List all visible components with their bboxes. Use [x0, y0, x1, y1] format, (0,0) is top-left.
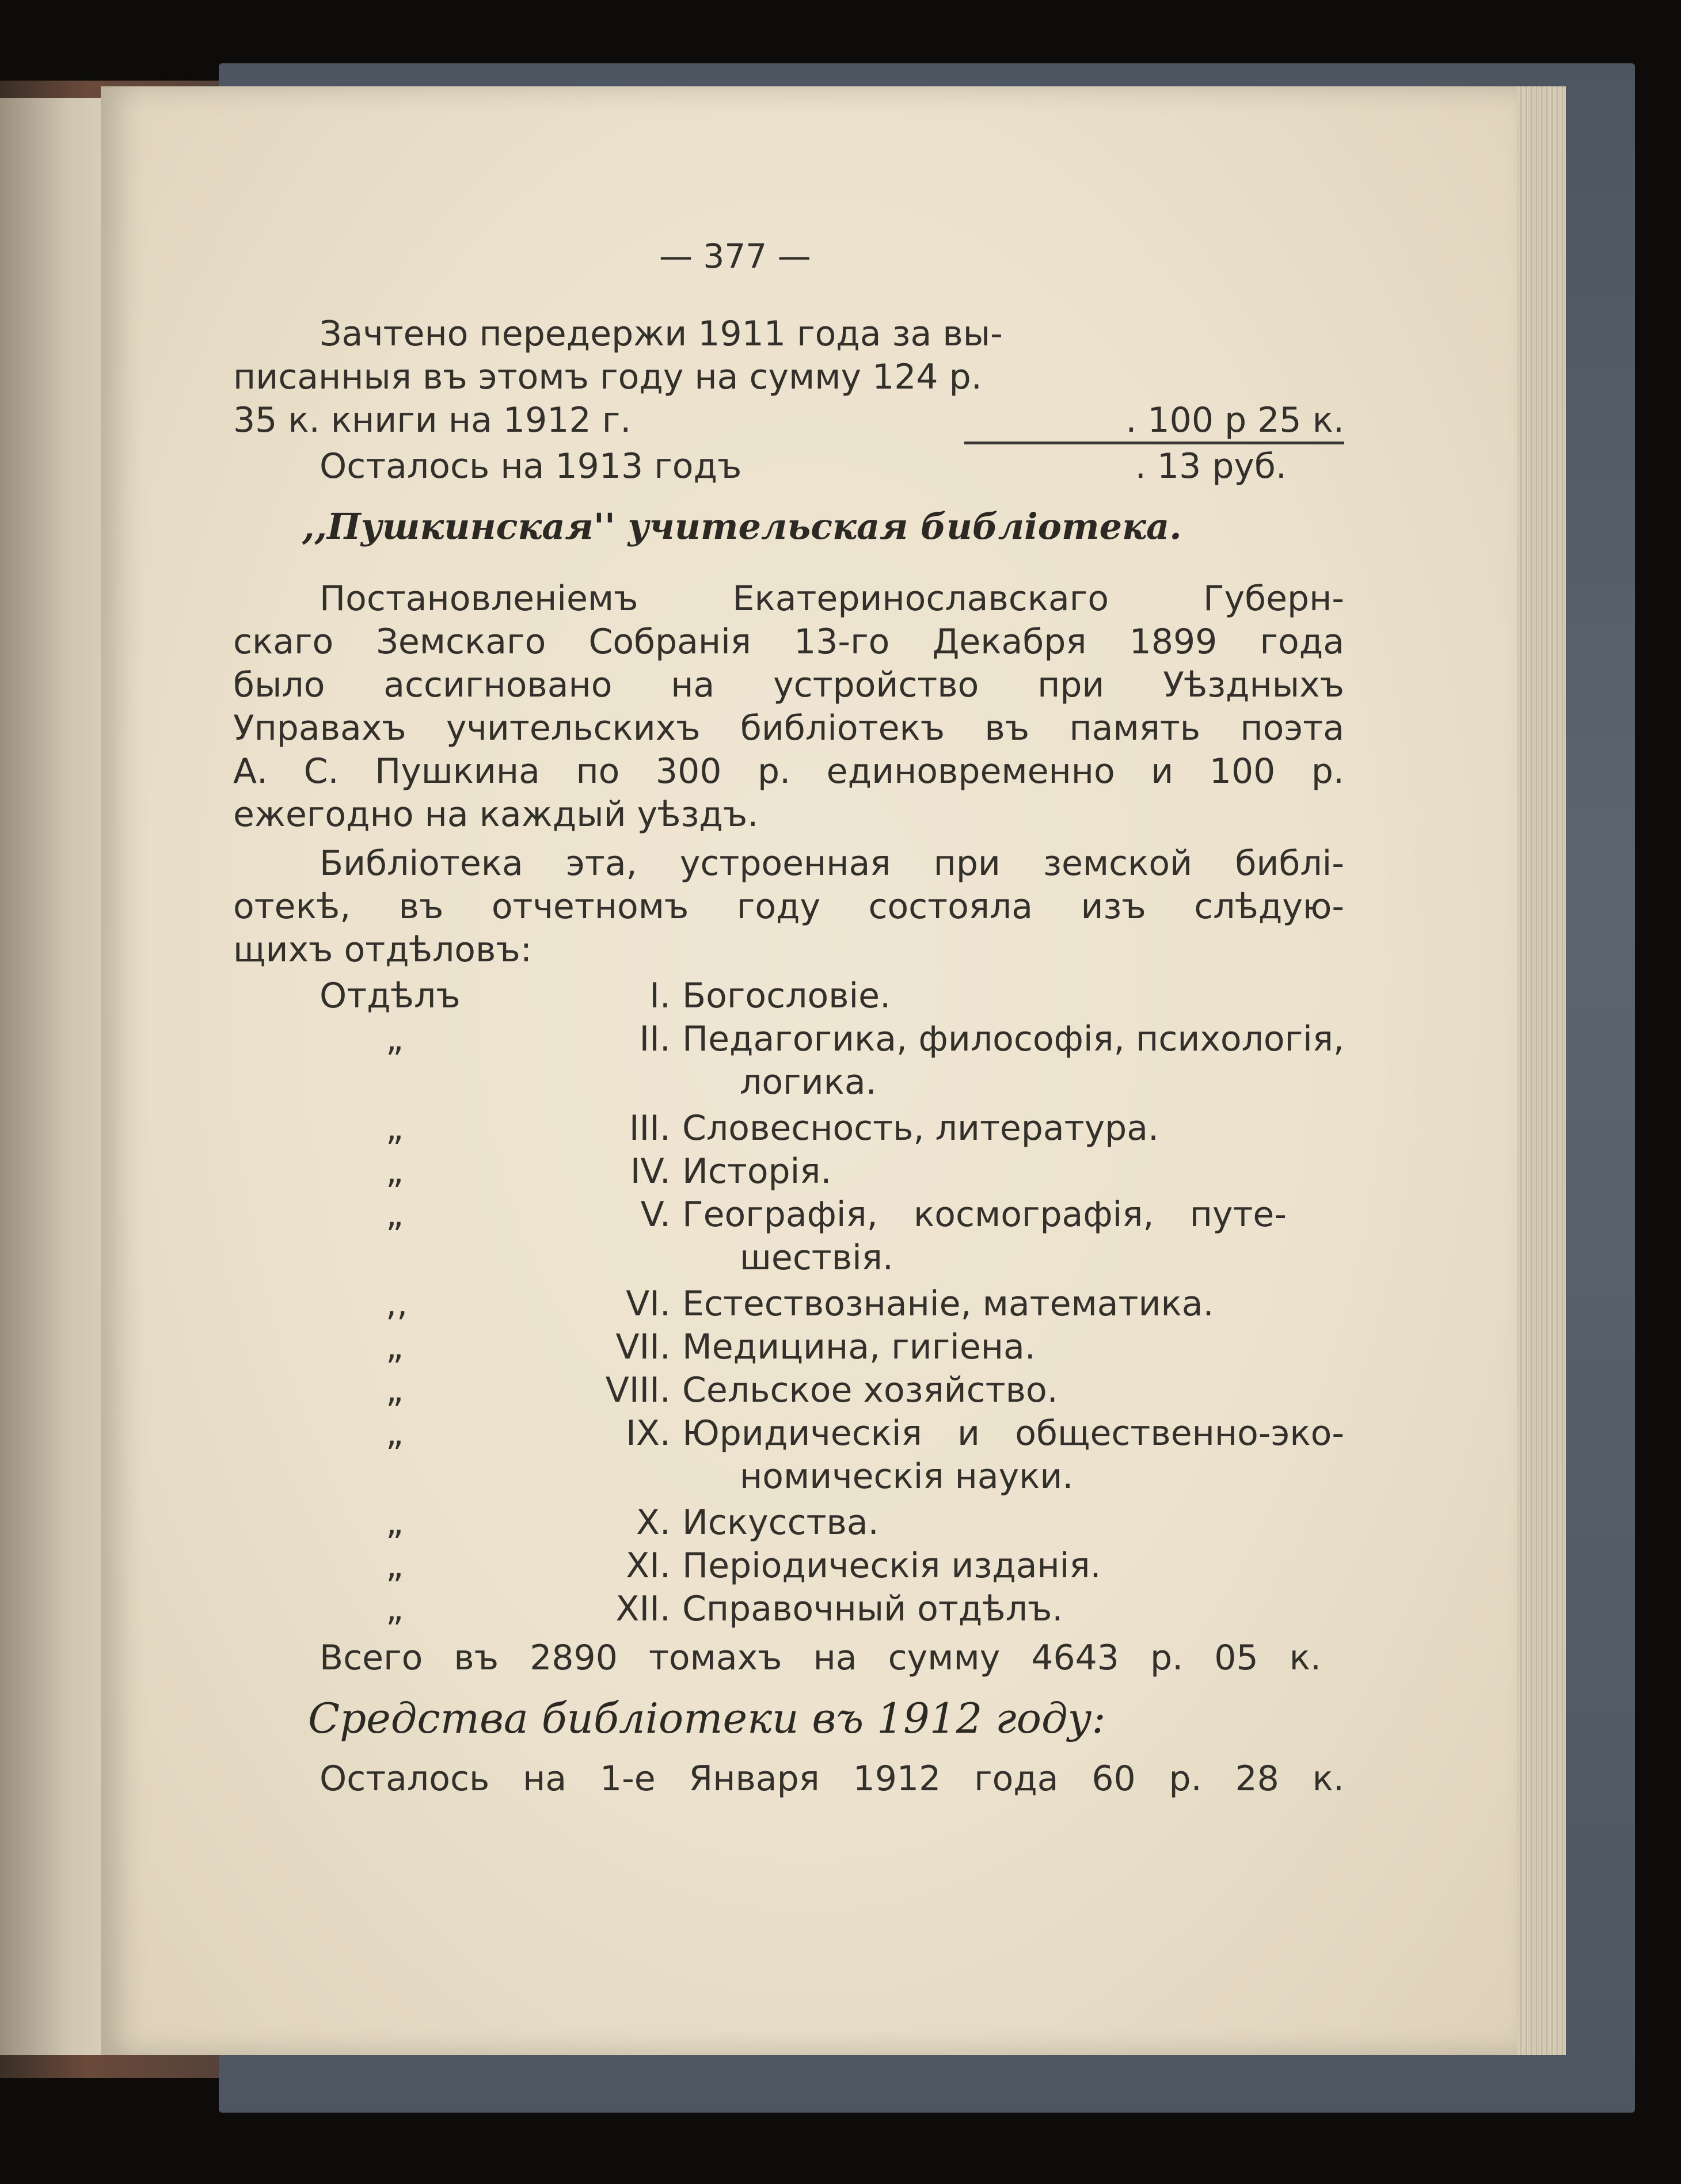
section-number: IV. [630, 1151, 671, 1192]
heading-pushkin-library: ,,Пушкинская'' учительская библіотека. [302, 505, 1182, 547]
section-prefix: „ [386, 1370, 404, 1410]
section-prefix: „ [386, 1589, 404, 1629]
section-number: IX. [626, 1413, 671, 1454]
section-prefix: „ [386, 1327, 404, 1367]
section-title: Періодическія изданія. [682, 1546, 1101, 1586]
intro-line-3-amount: . 100 р 25 к. [1125, 400, 1344, 440]
section-prefix: „ [386, 1546, 404, 1586]
book-page [101, 86, 1517, 2055]
section-title: Педагогика, философія, психологія, [682, 1019, 1344, 1059]
intro-line-2: писанныя въ этомъ году на сумму 124 р. [233, 357, 982, 397]
section-number: I. [649, 976, 671, 1016]
section-title: Искусства. [682, 1502, 879, 1543]
section-prefix: ,, [386, 1284, 408, 1324]
last-line: Осталось на 1-е Января 1912 года 60 р. 28 к. [320, 1759, 1344, 1799]
section-number: VI. [626, 1284, 671, 1324]
page-number: — 377 — [659, 237, 811, 276]
para1-line: скаго Земскаго Собранія 13-го Декабря 1899 года [233, 622, 1344, 662]
section-prefix: „ [386, 1194, 404, 1235]
section-number: VIII. [605, 1370, 671, 1410]
section-title: Юридическія и общественно-эко- [682, 1413, 1344, 1454]
section-number: VII. [615, 1327, 671, 1367]
section-title-continued: логика. [740, 1062, 877, 1102]
para1-line: Управахъ учительскихъ библіотекъ въ память поэта [233, 708, 1344, 748]
total-line: Всего въ 2890 томахъ на сумму 4643 р. 05 к. [320, 1638, 1321, 1678]
para2-line: отекѣ, въ отчетномъ году состояла изъ слѣдую- [233, 886, 1344, 927]
section-prefix: „ [386, 1019, 404, 1059]
section-number: X. [636, 1502, 671, 1543]
section-title: Богословіе. [682, 976, 891, 1016]
section-number: II. [639, 1019, 671, 1059]
section-title-continued: шествія. [740, 1238, 893, 1278]
heading-library-funds: Средства библіотеки въ 1912 году: [308, 1694, 1106, 1742]
intro-line-4-left: Осталось на 1913 годъ [320, 446, 742, 486]
section-prefix: „ [386, 1151, 404, 1192]
para1-line: было ассигновано на устройство при Уѣздныхъ [233, 665, 1344, 705]
section-title: Сельское хозяйство. [682, 1370, 1058, 1410]
section-prefix: „ [386, 1502, 404, 1543]
section-title: Справочный отдѣлъ. [682, 1589, 1063, 1629]
section-prefix: „ [386, 1413, 404, 1454]
previous-page-edge [0, 98, 115, 2055]
section-title: Исторія. [682, 1151, 832, 1192]
section-title: Естествознаніе, математика. [682, 1284, 1214, 1324]
section-prefix: Отдѣлъ [320, 976, 461, 1016]
section-number: XII. [615, 1589, 671, 1629]
intro-line-4-amount: . 13 руб. [1135, 446, 1287, 486]
section-number: III. [629, 1108, 671, 1148]
section-title-continued: номическія науки. [740, 1456, 1074, 1497]
para2-line: щихъ отдѣловъ: [233, 930, 532, 970]
intro-line-3-left: 35 к. книги на 1912 г. [233, 400, 632, 440]
section-prefix: „ [386, 1108, 404, 1148]
para1-line: ежегодно на каждый уѣздъ. [233, 794, 759, 835]
section-number: XI. [626, 1546, 671, 1586]
para1-line: Постановленіемъ Екатеринославскаго Губерн- [320, 579, 1344, 619]
para1-line: А. С. Пушкина по 300 р. единовременно и 100 р. [233, 751, 1344, 792]
section-title: Медицина, гигіена. [682, 1327, 1036, 1367]
para2-line: Библіотека эта, устроенная при земской библі- [320, 843, 1344, 884]
section-title: Географія, космографія, путе- [682, 1194, 1287, 1235]
intro-line-1: Зачтено передержи 1911 года за вы- [320, 314, 1003, 354]
section-number: V. [640, 1194, 671, 1235]
section-title: Словесность, литература. [682, 1108, 1159, 1148]
